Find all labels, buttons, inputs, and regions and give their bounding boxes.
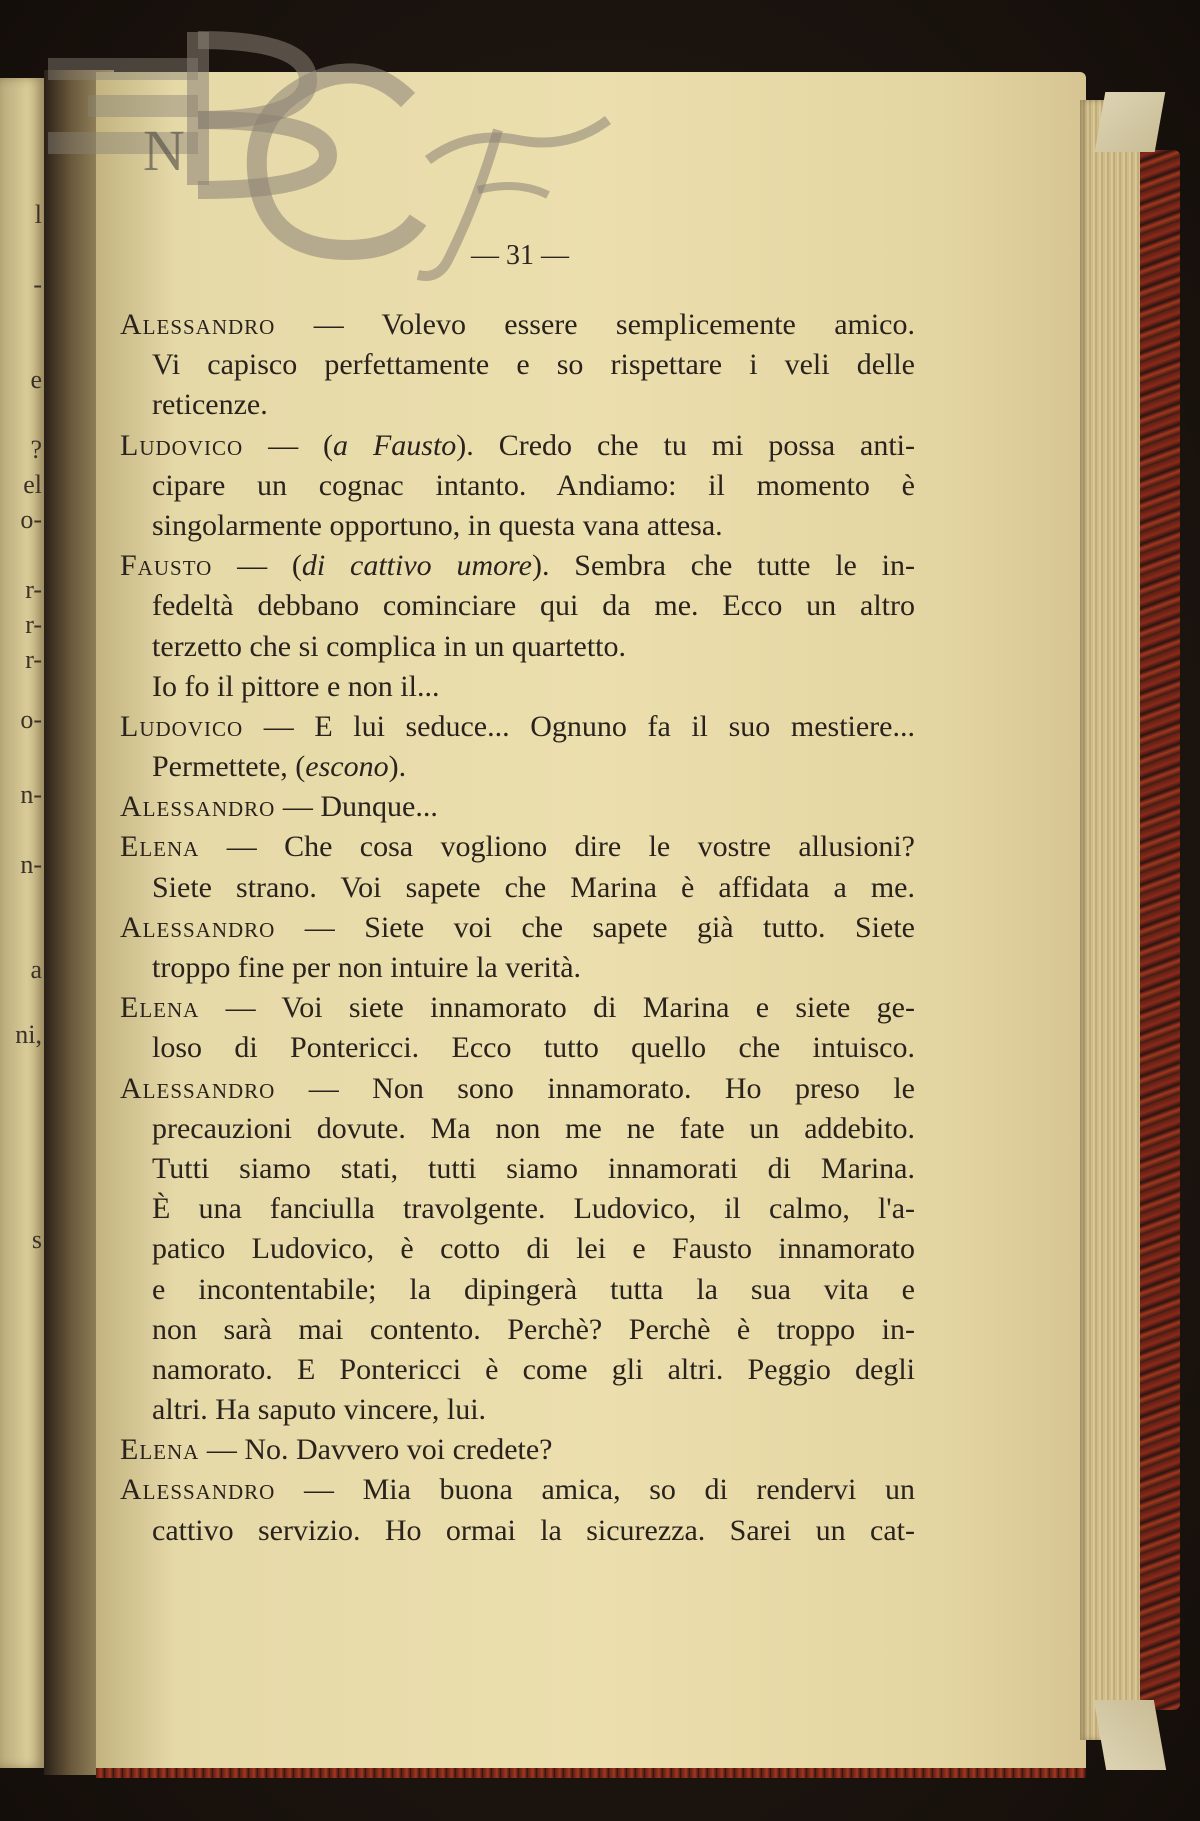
line-text: Vi capisco perfettamente e so rispettare i veli delle bbox=[152, 348, 915, 382]
speaker-name: Elena bbox=[120, 830, 200, 864]
text-line bbox=[120, 1511, 915, 1551]
line-text: non sarà mai contento. Perchè? Perchè è troppo in- bbox=[152, 1312, 915, 1346]
line-text: loso di Pontericci. Ecco tutto quello che intuisco. bbox=[152, 1031, 915, 1065]
library-watermark-logo bbox=[48, 20, 708, 310]
text-line bbox=[120, 667, 915, 707]
line-text: Siete strano. Voi sapete che Marina è affidata a me. bbox=[152, 870, 915, 904]
left-page-fragment: l bbox=[34, 200, 42, 229]
speaker-name: Elena bbox=[120, 991, 200, 1025]
speaker-line bbox=[120, 1069, 915, 1109]
speaker-line bbox=[120, 908, 915, 948]
speaker-name: Ludovico bbox=[120, 428, 244, 462]
cover-corner-top bbox=[1095, 92, 1166, 152]
line-text: — ( bbox=[243, 428, 334, 462]
page-fore-edge bbox=[1080, 100, 1144, 1740]
line-text: cipare un cognac intanto. Andiamo: il momento è bbox=[152, 468, 915, 502]
speaker-name: Alessandro bbox=[120, 910, 276, 944]
text-line bbox=[120, 948, 915, 988]
marbled-bottom-strip bbox=[96, 1768, 1086, 1778]
speaker-line bbox=[120, 305, 915, 345]
speaker-line bbox=[120, 787, 915, 827]
speaker-name: Elena bbox=[120, 1433, 200, 1467]
left-page-edge bbox=[0, 78, 44, 1768]
stage-direction: di cattivo umore bbox=[301, 549, 532, 583]
line-text: — Non sono innamorato. Ho preso le bbox=[275, 1071, 915, 1105]
line-text: e incontentabile; la dipingerà tutta la sua vita e bbox=[152, 1272, 915, 1306]
line-text: reticenze. bbox=[152, 388, 268, 422]
text-line bbox=[120, 1229, 915, 1269]
left-page-fragment: n- bbox=[20, 780, 42, 809]
left-page-fragment: o- bbox=[20, 705, 42, 734]
left-page-fragment: r- bbox=[25, 645, 42, 674]
dialogue-text bbox=[120, 305, 915, 1551]
speaker-line bbox=[120, 426, 915, 466]
line-text: — Che cosa vogliono dire le vostre allusioni? bbox=[199, 830, 915, 864]
line-text: Io fo il pittore e non il... bbox=[152, 669, 440, 703]
line-text: — Dunque... bbox=[275, 790, 438, 824]
text-line bbox=[120, 627, 915, 667]
text-line bbox=[120, 1109, 915, 1149]
line-text: Permettete, ( bbox=[152, 750, 306, 784]
left-page-fragment: ni, bbox=[15, 1020, 42, 1049]
line-text: terzetto che si complica in un quartetto. bbox=[152, 629, 626, 663]
text-line bbox=[120, 1028, 915, 1068]
text-line bbox=[120, 868, 915, 908]
speaker-line bbox=[120, 1430, 915, 1470]
line-text: altri. Ha saputo vincere, lui. bbox=[152, 1393, 487, 1427]
watermark-letter-n: N bbox=[143, 118, 185, 183]
cover-corner-bottom bbox=[1094, 1700, 1166, 1770]
page-number: — 31 — bbox=[471, 240, 569, 271]
speaker-line bbox=[120, 707, 915, 747]
left-page-fragment: s bbox=[31, 1225, 42, 1254]
line-text: — No. Davvero voi credete? bbox=[199, 1433, 553, 1467]
line-text: — Volevo essere semplicemente amico. bbox=[275, 308, 915, 341]
line-text: — Mia buona amica, so di rendervi un bbox=[275, 1473, 915, 1507]
left-page-fragment: n- bbox=[20, 850, 42, 879]
speaker-line bbox=[120, 988, 915, 1028]
text-line bbox=[120, 1390, 915, 1430]
stage-direction: a Fausto bbox=[333, 428, 457, 462]
line-text: troppo fine per non intuire la verità. bbox=[152, 951, 582, 984]
stage-direction: escono bbox=[305, 750, 389, 784]
line-text-after: ). Sembra che tutte le in- bbox=[531, 549, 915, 583]
speaker-name: Alessandro bbox=[120, 308, 276, 341]
text-line bbox=[120, 385, 915, 425]
line-text: fedeltà debbano cominciare qui da me. Ecco un altro bbox=[152, 589, 915, 623]
speaker-line bbox=[120, 827, 915, 867]
line-text: È una fanciulla travolgente. Ludovico, il calmo, l'a- bbox=[152, 1192, 915, 1226]
line-text: cattivo servizio. Ho ormai la sicurezza. Sarei un cat- bbox=[152, 1513, 915, 1547]
text-line bbox=[120, 506, 915, 546]
left-page-fragment: r- bbox=[25, 575, 42, 604]
line-text: singolarmente opportuno, in questa vana attesa. bbox=[152, 508, 723, 542]
speaker-name: Alessandro bbox=[120, 1473, 276, 1507]
left-page-fragment: r- bbox=[25, 610, 42, 639]
left-page-fragment: e bbox=[30, 365, 42, 394]
speaker-name: Alessandro bbox=[120, 1071, 276, 1105]
line-text-after: ). bbox=[388, 750, 407, 784]
text-line bbox=[120, 586, 915, 626]
left-page-fragment: - bbox=[33, 270, 42, 299]
text-line bbox=[120, 345, 915, 385]
line-text: namorato. E Pontericci è come gli altri. Peggio degli bbox=[152, 1352, 915, 1386]
line-text: — ( bbox=[212, 549, 302, 583]
speaker-line bbox=[120, 546, 915, 586]
line-text: — Voi siete innamorato di Marina e siete ge- bbox=[199, 991, 915, 1025]
left-page-fragment: el bbox=[23, 470, 42, 499]
line-text: Tutti siamo stati, tutti siamo innamorati di Marina. bbox=[152, 1151, 915, 1185]
line-text-after: ). Credo che tu mi possa anti- bbox=[456, 428, 915, 462]
text-line bbox=[120, 1189, 915, 1229]
line-text: — Siete voi che sapete già tutto. Siete bbox=[275, 910, 915, 944]
line-text: precauzioni dovute. Ma non me ne fate un addebito. bbox=[152, 1111, 915, 1145]
left-page-fragment: ? bbox=[30, 435, 42, 464]
left-page-fragment: o- bbox=[20, 505, 42, 534]
speaker-name: Alessandro bbox=[120, 790, 276, 824]
speaker-name: Fausto bbox=[120, 549, 213, 583]
left-page-fragment: a bbox=[30, 955, 42, 984]
text-line bbox=[120, 1149, 915, 1189]
marbled-cover-edge bbox=[1140, 150, 1180, 1710]
line-text: patico Ludovico, è cotto di lei e Fausto innamorato bbox=[152, 1232, 915, 1266]
speaker-name: Ludovico bbox=[120, 709, 244, 743]
speaker-line bbox=[120, 1470, 915, 1510]
text-line bbox=[120, 466, 915, 506]
text-line bbox=[120, 1270, 915, 1310]
text-line bbox=[120, 747, 915, 787]
text-line bbox=[120, 1350, 915, 1390]
line-text: — E lui seduce... Ognuno fa il suo mestiere... bbox=[243, 709, 915, 743]
text-line bbox=[120, 1310, 915, 1350]
